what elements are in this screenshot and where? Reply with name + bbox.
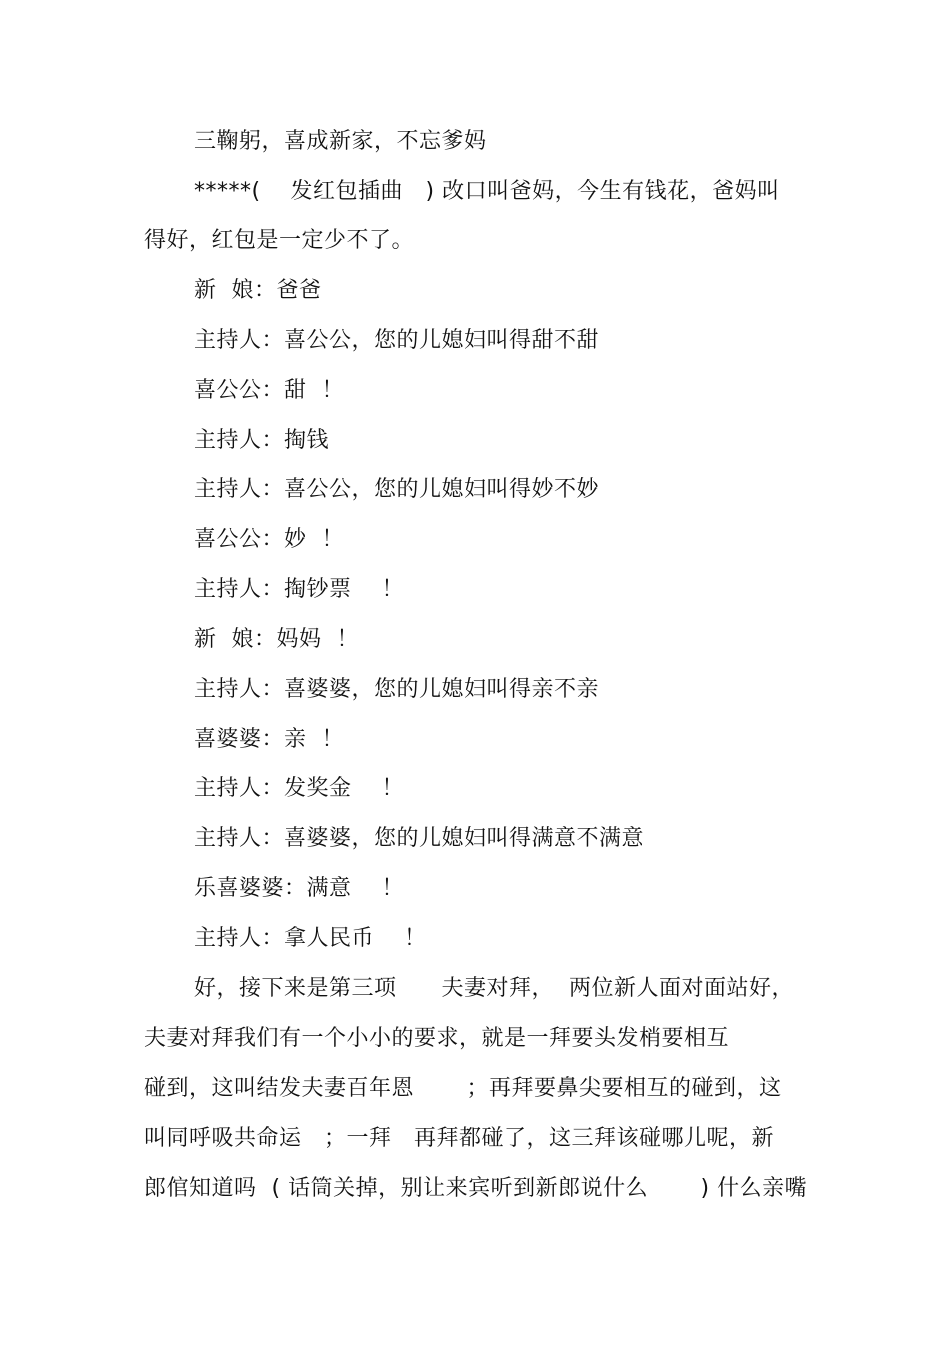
text-line: 喜公公：甜 ！ (194, 378, 344, 403)
text-line: 郎倌知道吗 ( 话筒关掉，别让来宾听到新郎说什么 ) 什么亲嘴 (144, 1176, 808, 1201)
text-line: 好，接下来是第三项 夫妻对拜， 两位新人面对面站好， (194, 976, 794, 1001)
text-line: 新 娘：妈妈 ！ (194, 627, 359, 652)
text-line: 喜公公：妙 ！ (194, 527, 344, 552)
text-line: 主持人：喜公公，您的儿媳妇叫得妙不妙 (194, 477, 600, 502)
text-line: 夫妻对拜我们有一个小小的要求，就是一拜要头发梢要相互 (144, 1026, 730, 1051)
text-line: 三鞠躬，喜成新家，不忘爹妈 (194, 129, 487, 154)
text-line: 得好，红包是一定少不了。 (144, 228, 415, 253)
text-line: *****( 发红包插曲 ) 改口叫爸妈，今生有钱花，爸妈叫 (194, 179, 780, 204)
text-line: 主持人：掏钱 (194, 428, 330, 453)
text-line: 主持人：喜婆婆，您的儿媳妇叫得满意不满意 (194, 826, 645, 851)
text-line: 主持人：发奖金 ！ (194, 776, 404, 801)
text-line: 新 娘：爸爸 (194, 278, 322, 303)
text-line: 乐喜婆婆：满意 ！ (194, 876, 404, 901)
text-line: 主持人：掏钞票 ！ (194, 577, 404, 602)
text-line: 主持人：拿人民币 ！ (194, 926, 427, 951)
text-line: 主持人：喜婆婆，您的儿媳妇叫得亲不亲 (194, 677, 600, 702)
text-line: 主持人：喜公公，您的儿媳妇叫得甜不甜 (194, 328, 600, 353)
text-line: 碰到，这叫结发夫妻百年恩 ；再拜要鼻尖要相互的碰到，这 (144, 1076, 782, 1101)
text-line: 喜婆婆：亲 ！ (194, 727, 344, 752)
text-line: 叫同呼吸共命运 ；一拜 再拜都碰了，这三拜该碰哪儿呢，新 (144, 1126, 774, 1151)
